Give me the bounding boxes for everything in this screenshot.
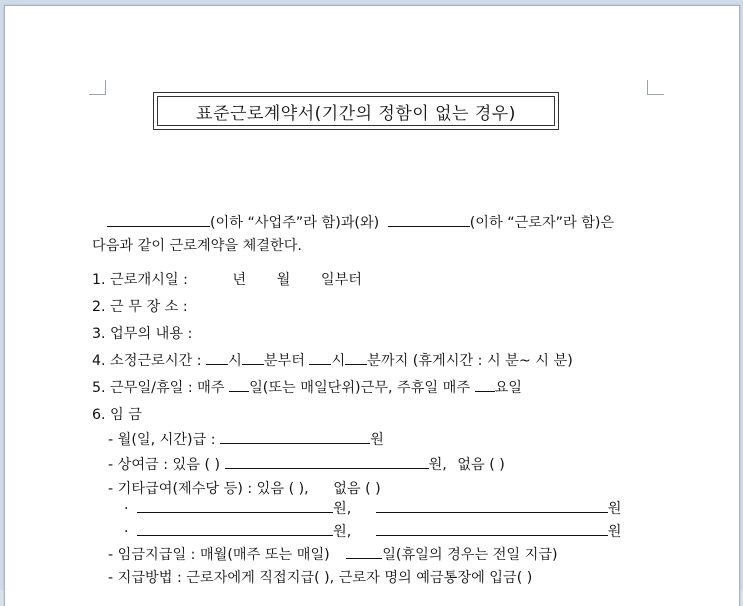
working-hours-label: 4. 소정근로시간 : xyxy=(92,353,202,369)
payday-blank[interactable] xyxy=(346,544,382,559)
bonus-unit: 원, xyxy=(428,457,447,473)
payday-text: 일(휴일의 경우는 전일 지급) xyxy=(382,547,558,563)
other-pay-none: 없음 ( ) xyxy=(333,481,381,497)
crop-mark-top-left xyxy=(89,80,106,95)
bonus-row xyxy=(108,454,505,474)
other-pay-2-unit-b: 원 xyxy=(607,524,622,540)
other-pay-row xyxy=(108,478,381,498)
end-minute-unit: 분까지 (휴게시간 : 시 분~ 시 분) xyxy=(367,353,573,369)
other-pay-2-unit-a: 원, xyxy=(333,524,352,540)
other-pay-2-name-blank[interactable] xyxy=(137,521,333,536)
wage-monthly-row xyxy=(108,429,384,449)
other-pay-1-unit-b: 원 xyxy=(607,501,622,517)
end-minute-blank[interactable] xyxy=(345,350,367,365)
item-wage: 6. 임 금 xyxy=(92,407,142,423)
start-date-month: 월 xyxy=(276,272,291,288)
start-date-year: 년 xyxy=(232,272,247,288)
end-hour-unit: 시 xyxy=(331,353,346,369)
intro-employer-text: (이하 “사업주”라 함)과(와) xyxy=(210,215,380,231)
crop-mark-top-right xyxy=(647,80,664,95)
start-date-day: 일부터 xyxy=(320,272,362,288)
payday-label: - 임금지급일 : 매월(매주 또는 매일) xyxy=(108,547,330,563)
other-pay-2-amount-blank[interactable] xyxy=(376,521,608,536)
item-start-date xyxy=(92,269,362,289)
other-pay-item-1 xyxy=(124,498,621,518)
document-title: 표준근로계약서(기간의 정함이 없는 경우) xyxy=(157,96,555,126)
bullet-dot: · xyxy=(124,501,129,517)
employee-name-blank[interactable] xyxy=(388,212,470,227)
intro-line-1 xyxy=(107,212,614,232)
bonus-none: 없음 ( ) xyxy=(457,457,505,473)
payday-row xyxy=(108,544,558,564)
other-pay-1-unit-a: 원, xyxy=(333,501,352,517)
bullet-dot: · xyxy=(124,524,129,540)
wage-monthly-label: - 월(일, 시간)급 : xyxy=(108,432,216,448)
wage-unit: 원 xyxy=(370,432,384,448)
payment-method-row: - 지급방법 : 근로자에게 직접지급( ), 근로자 명의 예금통장에 입금( ) xyxy=(108,570,533,586)
weekly-holiday-blank[interactable] xyxy=(475,377,495,392)
document-title-box xyxy=(153,92,559,130)
other-pay-item-2 xyxy=(124,521,621,541)
start-minute-unit: 분부터 xyxy=(263,353,305,369)
workdays-text: 일(또는 매일단위)근무, 주휴일 매주 xyxy=(249,380,471,396)
item-workplace: 2. 근 무 장 소 : xyxy=(92,299,188,315)
start-hour-blank[interactable] xyxy=(206,350,228,365)
other-pay-label: - 기타급여(제수당 등) : 있음 ( ), xyxy=(108,481,309,497)
start-minute-blank[interactable] xyxy=(242,350,264,365)
other-pay-1-name-blank[interactable] xyxy=(137,498,333,513)
end-hour-blank[interactable] xyxy=(309,350,331,365)
other-pay-1-amount-blank[interactable] xyxy=(376,498,608,513)
item-working-hours xyxy=(92,350,573,370)
wage-amount-blank[interactable] xyxy=(220,429,370,444)
workdays-blank[interactable] xyxy=(229,377,249,392)
start-hour-unit: 시 xyxy=(228,353,242,369)
item-job-description: 3. 업무의 내용 : xyxy=(92,326,193,342)
workdays-label: 5. 근무일/휴일 : 매주 xyxy=(92,380,225,396)
bonus-label: - 상여금 : 있음 ( ) xyxy=(108,457,221,473)
intro-employee-text: (이하 “근로자”라 함)은 xyxy=(469,215,615,231)
weekly-holiday-unit: 요일 xyxy=(494,380,522,396)
start-date-label: 1. 근로개시일 : xyxy=(92,272,188,288)
employer-name-blank[interactable] xyxy=(107,212,210,227)
bonus-amount-blank[interactable] xyxy=(225,454,429,469)
intro-line-2: 다음과 같이 근로계약을 체결한다. xyxy=(92,238,302,254)
item-workdays xyxy=(92,377,522,397)
